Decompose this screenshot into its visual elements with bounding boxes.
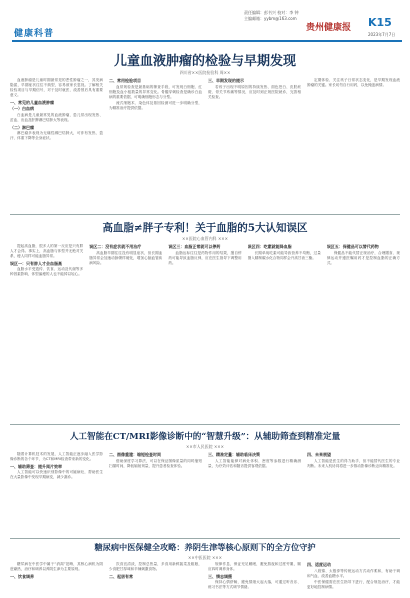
subheading: 误区五：保健品可以替代药物 — [326, 244, 379, 249]
article-column — [10, 244, 83, 422]
paragraph: 血常规检查是最基础的筛查手段，可发现白细胞、红细胞及血小板数量的异常变化。骨髓穿刺检查是确诊白血病的重要依据，可明确细胞形态与分型。 — [109, 84, 202, 99]
article-column — [109, 452, 202, 536]
article-title-3: 人工智能在CT/MRI影像诊断中的“智慧升级”：从辅助筛查到精准定量 — [69, 432, 341, 442]
article-column — [307, 78, 400, 212]
subheading: 三、精准定量：辅助临床决策 — [208, 452, 260, 457]
article-column — [208, 562, 301, 596]
paragraph: 人工智能可以快速识别影像中的可疑病灶，帮助医生在大量影像中发现早期病变，减少漏诊。 — [10, 470, 103, 480]
article-divider — [10, 214, 400, 215]
subheading: 二、图像重建：缩短检查时间 — [109, 452, 161, 457]
paragraph: 血脂水平受遗传、饮食、运动及代谢等多种因素影响，体型偏瘦的人也不能掉以轻心。 — [10, 267, 84, 277]
article-column — [109, 78, 202, 212]
section-title: 健康科普 — [14, 29, 55, 39]
page-header — [6, 4, 404, 50]
subheading: （二）淋巴瘤 — [10, 124, 34, 130]
paragraph: 若孩子出现不明原因的持续发热、面色苍白、皮肤瘀斑、骨关节疼痛等情况，应及时到正规医院就诊，完善相关检查。 — [208, 84, 301, 99]
subheading: 四、未来展望 — [307, 452, 331, 457]
subheading: 误区二：没有症状就不用治疗 — [89, 244, 142, 249]
article-title-2: 高血脂≠胖子专利！关于血脂的5大认知误区 — [102, 222, 308, 234]
article-body-2 — [10, 244, 400, 422]
paragraph: 糖尿病在中医学中属于“消渴”范畴，其核心病机为阴虚燥热，治疗和调养以养阴生津为主要原则。 — [10, 562, 103, 572]
editor-info — [244, 10, 299, 22]
paragraph: 保健品不能代替正规治疗，合理膳食、规律运动并遵医嘱用药才是控制血脂的正确方式。 — [326, 250, 401, 265]
paragraph: 血液肿瘤是儿童时期最常见的恶性肿瘤之一，其发病隐匿，早期症状往往不典型，容易被家长忽视。了解相关检验项目与早期信号，对于及时就医、改善预后具有重要意义。 — [10, 78, 103, 98]
paragraph: 提起高血脂，很多人的第一反应是只有胖人才会得。事实上，高血脂与体型并无绝对关系，瘦人同样可能血脂异常。 — [10, 244, 84, 259]
paragraph: 八段锦、太极拳等传统运动方式动作柔和，有助于调和气血、改善血糖水平。 — [307, 568, 400, 578]
article-body-3 — [10, 452, 400, 536]
article-column — [208, 452, 301, 536]
paragraph: 流式细胞术、染色体及基因检测可进一步明确分型，为精准治疗提供依据。 — [109, 101, 202, 111]
article-divider — [10, 424, 400, 425]
paragraph: 保持心情舒畅，避免情绪大起大落，可通过听音乐、练习书法等方式调节情绪。 — [208, 580, 301, 590]
paragraph: 人工智能是医生的得力助手，但不能替代医生的专业判断。未来人机协同将进一步推动影像诊断迈向精准化。 — [307, 458, 400, 468]
subheading: （一）白血病 — [10, 106, 34, 112]
paper-name: 贵州健康报 — [306, 23, 352, 33]
article-column — [168, 244, 241, 422]
paragraph: 随着计算机技术的发展，人工智能正逐步融入医学影像诊断的各个环节，为CT和MRI检查带来新的变化。 — [10, 452, 103, 462]
article-column — [248, 244, 321, 422]
paragraph: 定期体检、关注孩子日常状态变化，是早期发现血液肿瘤的关键。家长切勿自行用药，以免掩盖病情。 — [307, 78, 400, 88]
subheading: 误区三：血脂正常就可以停药 — [168, 244, 221, 249]
article-byline-3: ××市人民医院 ××× — [185, 444, 225, 449]
paragraph: 淋巴瘤多表现为无痛性淋巴结肿大，可伴有发热、盗汗、体重下降等全身症状。 — [10, 131, 103, 141]
article-column — [307, 452, 400, 536]
subheading: 三、情志调摄 — [208, 573, 232, 579]
article-column — [10, 562, 103, 596]
subheading: 一、饮食调养 — [10, 573, 34, 579]
article-column — [109, 562, 202, 596]
article-column — [208, 78, 301, 212]
article-title-1: 儿童血液肿瘤的检验与早期发现 — [113, 54, 296, 69]
article-byline-1: 四川省××医院检验科 周×× — [179, 70, 231, 75]
header-rule — [12, 40, 402, 42]
article-title-4: 糖尿病中医保健全攻略：养阴生津等核心原则下的全方位守护 — [94, 542, 316, 552]
article-column — [89, 244, 162, 422]
editor-line: 责任编辑：彭书兴 校对：李 钟 — [244, 10, 299, 15]
subheading: 二、起居有常 — [109, 573, 133, 579]
issue-date: 2023年7月7日 — [368, 32, 396, 37]
page-number: K15 — [368, 16, 392, 29]
article-byline-4: ××中医医院 ××× — [187, 555, 223, 560]
paragraph: 饮食宜清淡，控制总热量，多食用新鲜蔬菜及粗粮，少食肥甘厚味和辛辣刺激食物。 — [109, 562, 202, 572]
paragraph: 白血病是儿童最常见的血液肿瘤，患儿常出现发热、贫血、出血及肝脾淋巴结肿大等表现。 — [10, 113, 103, 123]
article-body-1 — [10, 78, 400, 212]
article-column — [10, 78, 103, 212]
article-column — [10, 452, 103, 536]
article-body-4 — [10, 562, 400, 596]
email-line: 主编邮箱：yybm@163.com — [244, 16, 297, 21]
article-column — [327, 244, 400, 422]
paragraph: 中医保健需在医生指导下进行，配合规范治疗，才能更好地控制病情。 — [307, 580, 400, 590]
subheading: 二、常用检验项目 — [109, 78, 141, 83]
subheading: 误区一：只有胖人才会血脂高 — [10, 260, 62, 266]
subheading: 误区四：吃素就能降血脂 — [247, 244, 292, 249]
paragraph: 借助深度学习算法，可以在保证图像质量的同时缩短扫描时间，降低辐射剂量，提升患者检查体验。 — [109, 458, 202, 468]
article-byline-2: ××医院心血管内科 ××× — [181, 236, 229, 241]
paragraph: 血脂达标往往是药物作用的结果，擅自停药可能导致血脂反弹，应在医生指导下调整用药。 — [168, 250, 242, 265]
article-column — [307, 562, 400, 596]
subheading: 一、常见的儿童血液肿瘤 — [10, 99, 54, 105]
paragraph: 高血脂早期往往没有明显症状，但长期血脂异常会加速动脉粥样硬化，增加心脑血管疾病风险。 — [89, 250, 163, 265]
article-divider — [10, 538, 400, 539]
paragraph: 人工智能能够对病灶体积、密度等参数进行精确测量，为疗效评估和随访提供客观依据。 — [208, 458, 301, 468]
subheading: 四、适度运动 — [307, 562, 331, 567]
paragraph: 规律作息，保证充足睡眠，避免熬夜和过度劳累，顺应四时调养身体。 — [208, 562, 301, 572]
subheading: 一、辅助筛查：提升阅片效率 — [10, 463, 62, 469]
subheading: 三、早期发现的提示 — [208, 78, 244, 83]
paragraph: 长期单纯吃素可能导致营养不均衡，过量摄入精制碳水化合物同样会升高甘油三酯。 — [247, 250, 321, 260]
